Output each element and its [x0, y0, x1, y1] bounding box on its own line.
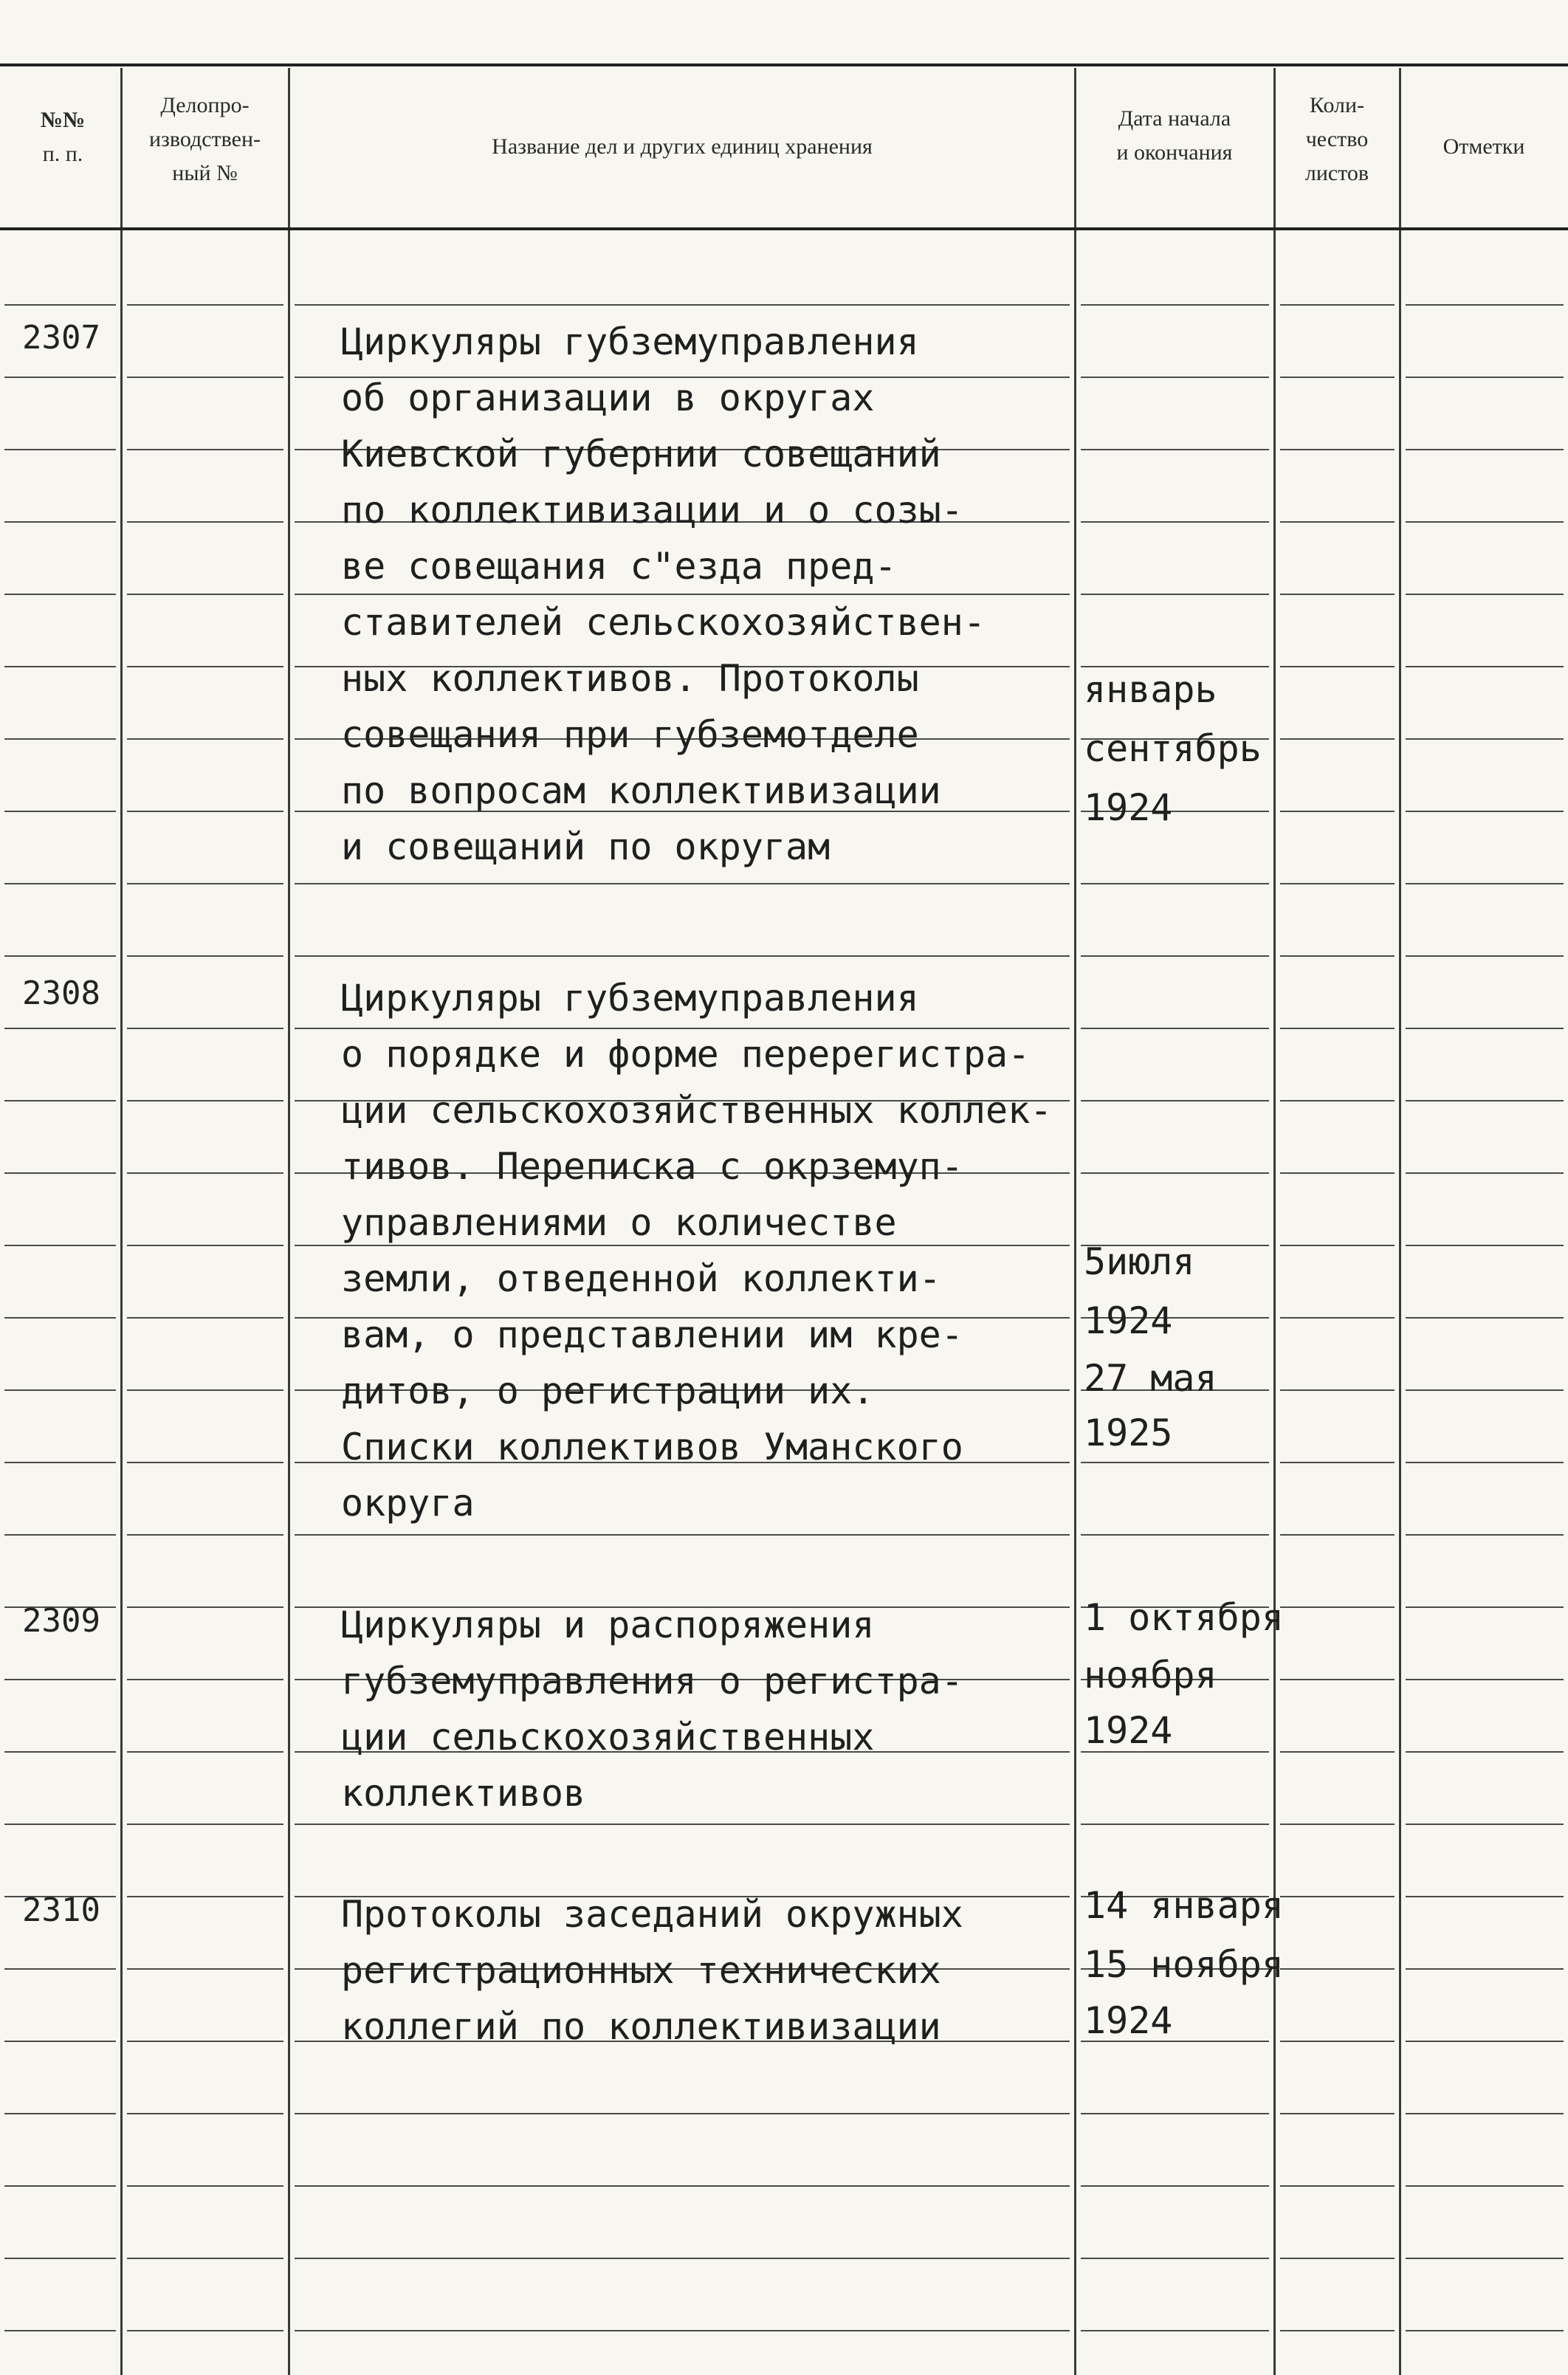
ruled-line	[295, 1824, 1070, 1825]
ruled-line	[1081, 304, 1269, 306]
record-number: 2310	[22, 1891, 100, 1929]
ruled-line	[1081, 2113, 1269, 2114]
date-line: январь	[1084, 668, 1217, 711]
title-line: ции сельскохозяйственных коллек-	[341, 1089, 1053, 1132]
title-line: и совещаний по округам	[341, 825, 831, 868]
ruled-line	[1280, 1534, 1395, 1536]
ruled-line	[1280, 1100, 1395, 1101]
ruled-line	[1280, 521, 1395, 523]
column-rule	[1074, 68, 1076, 2375]
title-line: округа	[341, 1482, 475, 1525]
ruled-line	[1280, 1824, 1395, 1825]
ruled-line	[4, 1028, 116, 1029]
ruled-line	[127, 2258, 283, 2259]
ruled-line	[4, 955, 116, 957]
ruled-line	[1081, 377, 1269, 378]
ruled-line	[1406, 1462, 1564, 1463]
ruled-line	[1406, 955, 1564, 957]
ruled-line	[1280, 1606, 1395, 1608]
ruled-line	[1406, 2113, 1564, 2114]
title-line: Циркуляры и распоряжения	[341, 1604, 875, 1646]
ruled-line	[4, 1679, 116, 1680]
ruled-line	[127, 1751, 283, 1753]
ruled-line	[127, 1968, 283, 1970]
ruled-line	[1406, 1534, 1564, 1536]
title-line: Киевской губернии совещаний	[341, 433, 941, 475]
date-line: 1924	[1084, 1709, 1173, 1752]
ruled-line	[1280, 1245, 1395, 1246]
header-col-sheets: Коли- чество листов	[1304, 93, 1369, 185]
ruled-line	[4, 883, 116, 884]
date-line: 15 ноября	[1084, 1943, 1284, 1986]
ruled-line	[1081, 449, 1269, 450]
ruled-line	[4, 521, 116, 523]
record-number: 2307	[22, 319, 100, 357]
ruled-line	[1406, 449, 1564, 450]
ruled-line	[295, 2258, 1070, 2259]
ruled-line	[1280, 1028, 1395, 1029]
ruled-line	[4, 1751, 116, 1753]
ruled-line	[1081, 1100, 1269, 1101]
ruled-line	[4, 738, 116, 740]
ruled-line	[4, 2185, 116, 2187]
ruled-line	[295, 2330, 1070, 2331]
ruled-line	[4, 304, 116, 306]
ruled-line	[1081, 1824, 1269, 1825]
header-col-num: №№ п. п.	[40, 108, 86, 166]
ruled-line	[1280, 1462, 1395, 1463]
ruled-line	[1406, 521, 1564, 523]
ruled-line	[1406, 1751, 1564, 1753]
ruled-line	[127, 1100, 283, 1101]
title-line: Циркуляры губземуправления	[341, 977, 919, 1020]
ruled-line	[1406, 1172, 1564, 1174]
ruled-line	[1081, 1028, 1269, 1029]
ruled-line	[1280, 2330, 1395, 2331]
ruled-line	[295, 304, 1070, 306]
header-col-title: Название дел и других единиц хранения	[492, 134, 873, 159]
ruled-line	[1280, 1968, 1395, 1970]
ruled-line	[4, 2258, 116, 2259]
ruled-line	[295, 955, 1070, 957]
ruled-line	[1280, 2185, 1395, 2187]
title-line: по вопросам коллективизации	[341, 769, 941, 812]
title-line: о порядке и форме перерегистра-	[341, 1033, 1031, 1076]
ruled-line	[127, 1679, 283, 1680]
ruled-line	[1406, 1317, 1564, 1319]
ruled-line	[1081, 883, 1269, 884]
ruled-line	[1280, 1896, 1395, 1897]
ruled-line	[127, 1606, 283, 1608]
ruled-line	[127, 304, 283, 306]
ruled-line	[1406, 2041, 1564, 2042]
ruled-line	[295, 2113, 1070, 2114]
ruled-line	[4, 1534, 116, 1536]
ruled-line	[1406, 2185, 1564, 2187]
title-line: Списки коллективов Уманского	[341, 1426, 963, 1468]
header-col-dates: Дата начала и окончания	[1116, 106, 1233, 165]
title-line: ставителей сельскохозяйствен-	[341, 601, 986, 644]
ruled-line	[1081, 594, 1269, 595]
date-line: 1 октября	[1084, 1596, 1284, 1639]
ruled-line	[127, 2185, 283, 2187]
ruled-line	[1406, 666, 1564, 667]
title-line: по коллективизации и о созы-	[341, 489, 963, 532]
title-line: земли, отведенной коллекти-	[341, 1257, 941, 1300]
title-line: регистрационных технических	[341, 1949, 941, 1992]
ruled-line	[1406, 377, 1564, 378]
header-col-case-no: Делопро- изводствен- ный №	[148, 93, 261, 185]
date-line: 1924	[1084, 1999, 1173, 2042]
record-title	[341, 314, 1072, 875]
record-title	[341, 970, 1072, 1531]
ruled-line	[1280, 2113, 1395, 2114]
ruled-line	[4, 666, 116, 667]
ruled-line	[1280, 2041, 1395, 2042]
ruled-line	[1280, 1317, 1395, 1319]
ruled-line	[127, 1028, 283, 1029]
ruled-line	[4, 1245, 116, 1246]
title-line: Протоколы заседаний окружных	[341, 1893, 963, 1936]
date-line: сентябрь	[1084, 727, 1262, 770]
ruled-line	[1081, 1462, 1269, 1463]
date-line: ноября	[1084, 1654, 1217, 1697]
ruled-line	[1280, 2258, 1395, 2259]
ruled-line	[1280, 304, 1395, 306]
ruled-line	[1406, 1245, 1564, 1246]
ruled-line	[1406, 1606, 1564, 1608]
header-col-notes: Отметки	[1443, 134, 1525, 159]
ruled-line	[127, 1534, 283, 1536]
ruled-line	[1280, 1679, 1395, 1680]
ruled-line	[1406, 1679, 1564, 1680]
ruled-line	[127, 811, 283, 812]
ruled-line	[1406, 1968, 1564, 1970]
ruled-line	[1406, 1896, 1564, 1897]
ruled-line	[1280, 594, 1395, 595]
date-line: 14 января	[1084, 1884, 1284, 1927]
ruled-line	[1406, 304, 1564, 306]
ruled-line	[4, 1317, 116, 1319]
ruled-line	[4, 1968, 116, 1970]
ruled-line	[1081, 666, 1269, 667]
ruled-line	[1280, 955, 1395, 957]
ruled-line	[1081, 955, 1269, 957]
ruled-line	[4, 1462, 116, 1463]
record-title	[341, 1597, 1072, 1821]
ruled-line	[1406, 594, 1564, 595]
title-line: об организации в округах	[341, 377, 875, 419]
ruled-line	[127, 1824, 283, 1825]
ruled-line	[4, 2330, 116, 2331]
title-line: управлениями о количестве	[341, 1201, 897, 1244]
ruled-line	[127, 883, 283, 884]
ruled-line	[4, 449, 116, 450]
ruled-line	[1280, 1389, 1395, 1391]
ruled-line	[4, 594, 116, 595]
ruled-line	[127, 449, 283, 450]
ruled-line	[1280, 883, 1395, 884]
ruled-line	[127, 377, 283, 378]
column-rule	[120, 68, 123, 2375]
ruled-line	[1406, 2330, 1564, 2331]
ruled-line	[295, 1534, 1070, 1536]
record-title	[341, 1886, 1072, 2055]
ruled-line	[1280, 738, 1395, 740]
ruled-line	[1280, 666, 1395, 667]
ruled-line	[4, 2113, 116, 2114]
header-bottom-rule	[0, 227, 1568, 230]
ruled-line	[295, 883, 1070, 884]
title-line: вам, о представлении им кре-	[341, 1313, 963, 1356]
ruled-line	[1406, 1100, 1564, 1101]
title-line: тивов. Переписка с окрземуп-	[341, 1145, 963, 1188]
ruled-line	[1406, 883, 1564, 884]
ruled-line	[127, 1245, 283, 1246]
ruled-line	[127, 1172, 283, 1174]
ruled-line	[4, 811, 116, 812]
ruled-line	[4, 1389, 116, 1391]
ruled-line	[1406, 811, 1564, 812]
title-line: ве совещания с"езда пред-	[341, 545, 897, 588]
ruled-line	[4, 377, 116, 378]
ruled-line	[4, 1100, 116, 1101]
ruled-line	[127, 955, 283, 957]
ruled-line	[1081, 2330, 1269, 2331]
ruled-line	[127, 2041, 283, 2042]
ruled-line	[1081, 1172, 1269, 1174]
ruled-line	[127, 1389, 283, 1391]
ruled-line	[1280, 449, 1395, 450]
ruled-line	[1406, 2258, 1564, 2259]
ruled-line	[4, 1824, 116, 1825]
ruled-line	[4, 2041, 116, 2042]
ruled-line	[1081, 2258, 1269, 2259]
date-line: 1924	[1084, 786, 1173, 829]
column-rule	[1273, 68, 1276, 2375]
ruled-line	[1406, 1389, 1564, 1391]
title-line: дитов, о регистрации их.	[341, 1369, 875, 1412]
ruled-line	[127, 738, 283, 740]
ruled-line	[1081, 1534, 1269, 1536]
ruled-line	[1081, 2185, 1269, 2187]
ruled-line	[295, 2185, 1070, 2187]
ruled-line	[1406, 738, 1564, 740]
column-rule	[288, 68, 290, 2375]
ruled-line	[1280, 1751, 1395, 1753]
record-number: 2309	[22, 1602, 100, 1640]
title-line: коллегий по коллективизации	[341, 2005, 941, 2048]
ruled-line	[127, 1462, 283, 1463]
title-line: Циркуляры губземуправления	[341, 320, 919, 363]
ruled-line	[1081, 521, 1269, 523]
ruled-line	[1280, 1172, 1395, 1174]
ruled-line	[127, 666, 283, 667]
ruled-line	[127, 594, 283, 595]
ruled-line	[4, 1172, 116, 1174]
title-line: совещания при губземотделе	[341, 713, 919, 756]
date-line: 27 мая	[1084, 1357, 1217, 1400]
date-line: 1925	[1084, 1412, 1173, 1454]
title-line: коллективов	[341, 1772, 586, 1815]
column-rule	[1399, 68, 1401, 2375]
title-line: ции сельскохозяйственных	[341, 1716, 875, 1759]
ruled-line	[127, 521, 283, 523]
table-top-rule	[0, 63, 1568, 66]
record-number: 2308	[22, 975, 100, 1012]
date-line: 1924	[1084, 1299, 1173, 1342]
ruled-line	[1280, 811, 1395, 812]
title-line: ных коллективов. Протоколы	[341, 657, 919, 700]
title-line: губземуправления о регистра-	[341, 1660, 963, 1702]
ruled-line	[127, 1896, 283, 1897]
ruled-line	[1406, 1028, 1564, 1029]
date-line: 5июля	[1084, 1240, 1195, 1283]
ruled-line	[1280, 377, 1395, 378]
ruled-line	[1406, 1824, 1564, 1825]
ruled-line	[127, 2330, 283, 2331]
ruled-line	[127, 2113, 283, 2114]
ruled-line	[127, 1317, 283, 1319]
